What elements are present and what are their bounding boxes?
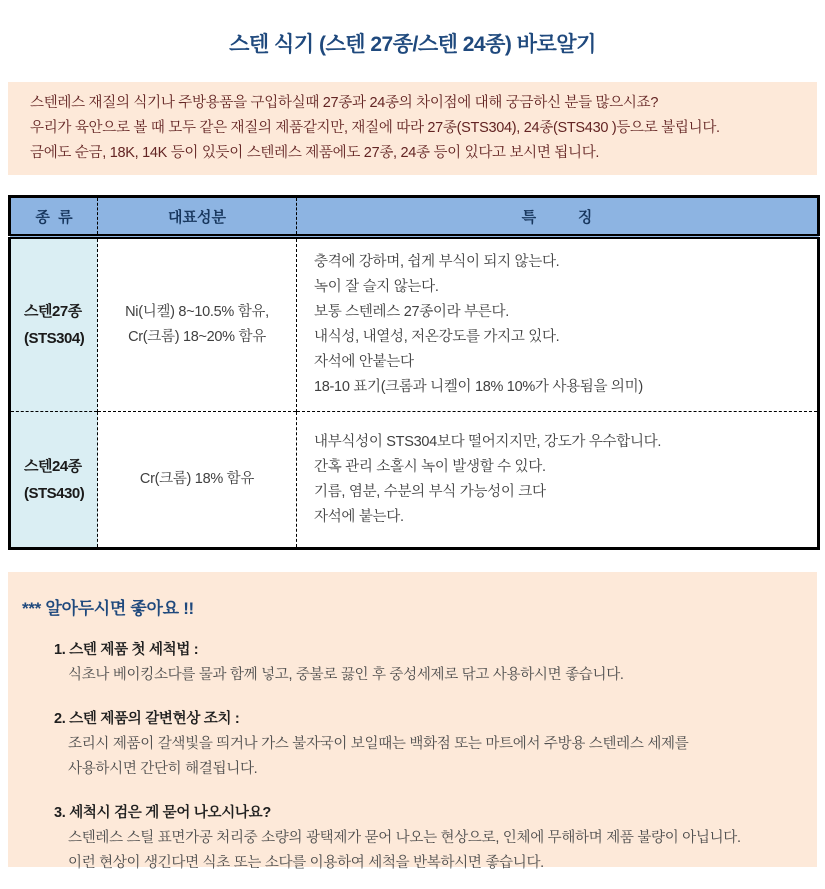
- intro-panel: [8, 82, 817, 175]
- feature-line: 간혹 관리 소홀시 녹이 발생할 수 있다.: [314, 458, 546, 475]
- intro-line: 금에도 순금, 18K, 14K 등이 있듯이 스텐레스 제품에도 27종, 24종 등이 있다고 보시면 됩니다.: [30, 145, 600, 161]
- tip-body-line: 사용하시면 간단히 해결됩니다.: [68, 761, 258, 777]
- tip-body-line: 조리시 제품이 갈색빛을 띄거나 가스 불자국이 보일때는 백화점 또는 마트에서 주방용 스텐레스 세제를: [68, 736, 689, 752]
- table-header-row: [10, 197, 819, 237]
- tips-heading: *** 알아두시면 좋아요 !!: [22, 599, 194, 618]
- features-cell-sts430: [297, 412, 819, 549]
- tip-item-2: [22, 707, 797, 782]
- tip-body-line: 식초나 베이킹소다를 물과 함께 넣고, 중불로 끓인 후 중성세제로 닦고 사용하시면 좋습니다.: [68, 667, 624, 683]
- composition-line: Cr(크롬) 18~20% 함유: [128, 329, 266, 345]
- tips-panel: [8, 572, 817, 871]
- intro-line: 스텐레스 재질의 식기나 주방용품을 구입하실때 27종과 24종의 차이점에 대해 궁금하신 분들 많으시죠?: [30, 95, 659, 111]
- feature-line: 녹이 잘 슬지 않는다.: [314, 279, 439, 295]
- feature-line: 자석에 붙는다.: [314, 508, 404, 525]
- type-code: (STS430): [24, 484, 85, 502]
- type-code: (STS304): [24, 330, 85, 347]
- table-row-sts304: [10, 237, 819, 412]
- col-header-features: 특 징: [297, 197, 819, 237]
- type-name: 스텐27종: [24, 303, 82, 320]
- tip-item-1: [22, 638, 797, 688]
- tip-title: 3. 세척시 검은 게 묻어 나오시나요?: [54, 805, 271, 821]
- tip-item-3: [22, 801, 797, 876]
- tip-body-line: 스텐레스 스틸 표면가공 처리중 소량의 광택제가 묻어 나오는 현상으로, 인체에 무해하며 제품 불량이 아닙니다.: [68, 830, 741, 846]
- col-header-type: 종 류: [10, 197, 98, 237]
- feature-line: 기름, 염분, 수분의 부식 가능성이 크다: [314, 483, 546, 500]
- type-name: 스텐24종: [24, 457, 82, 475]
- feature-line: 내식성, 내열성, 저온강도를 가지고 있다.: [314, 329, 560, 345]
- composition-line: Ni(니켈) 8~10.5% 함유,: [125, 304, 269, 320]
- intro-line: 우리가 육안으로 볼 때 모두 같은 재질의 제품같지만, 재질에 따라 27종(STS304), 24종(STS430 )등으로 불립니다.: [30, 120, 720, 136]
- composition-line: Cr(크롬) 18% 함유: [139, 471, 255, 487]
- features-cell-sts304: [297, 237, 819, 412]
- tip-body-line: 이런 현상이 생긴다면 식초 또는 소다를 이용하여 세척을 반복하시면 좋습니다.: [68, 855, 544, 871]
- composition-cell-sts430: [98, 412, 297, 549]
- feature-line: 자석에 안붙는다: [314, 354, 414, 370]
- table-row-sts430: [10, 412, 819, 549]
- feature-line: 보통 스텐레스 27종이라 부른다.: [314, 304, 509, 320]
- composition-cell-sts304: [98, 237, 297, 412]
- steel-comparison-table: [8, 195, 820, 550]
- col-header-composition: 대표성분: [98, 197, 297, 237]
- feature-line: 18-10 표기(크롬과 니켈이 18% 10%가 사용됨을 의미): [314, 379, 643, 395]
- tip-title: 2. 스텐 제품의 갈변현상 조치 :: [54, 711, 240, 727]
- tip-title: 1. 스텐 제품 첫 세척법 :: [54, 642, 199, 658]
- feature-line: 내부식성이 STS304보다 떨어지지만, 강도가 우수합니다.: [314, 433, 662, 450]
- feature-line: 충격에 강하며, 쉽게 부식이 되지 않는다.: [314, 254, 560, 270]
- page-title: 스텐 식기 (스텐 27종/스텐 24종) 바로알기: [229, 33, 596, 56]
- type-cell-sts304: [10, 237, 98, 412]
- type-cell-sts430: [10, 412, 98, 549]
